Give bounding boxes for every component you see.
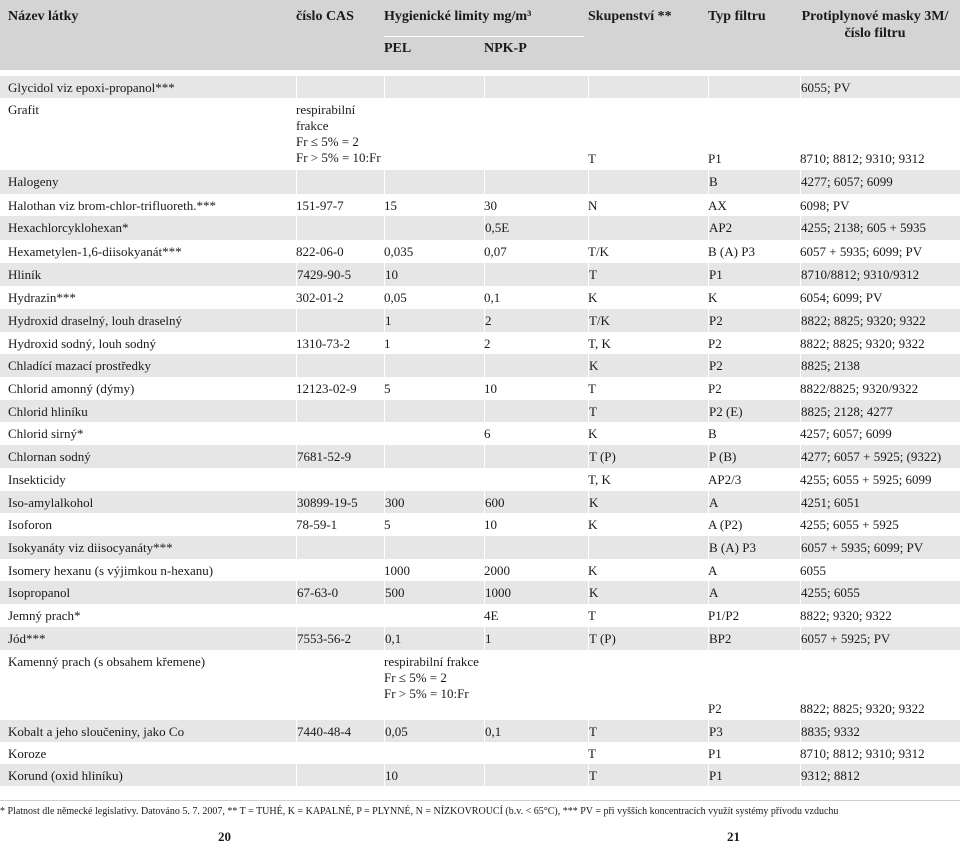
table-row — [0, 445, 960, 468]
cell-name: Hydroxid sodný, louh sodný — [8, 336, 157, 351]
cell-pel: 10 — [384, 263, 480, 286]
cell-masks: 8710; 8812; 9310; 9312 — [800, 746, 925, 761]
cell-name: Jód*** — [8, 631, 46, 646]
cell-filter: P1/P2 — [708, 608, 740, 623]
cell-cas: 151-97-7 — [296, 198, 344, 213]
cell-state — [588, 536, 704, 559]
table-row — [0, 491, 960, 513]
header-subline — [384, 36, 584, 37]
cell-filter: AX — [708, 198, 727, 213]
cell-npk: 1000 — [484, 581, 584, 604]
table-row — [0, 309, 960, 332]
cell-name: Insekticidy — [8, 472, 66, 487]
cell-state: T/K — [588, 309, 704, 332]
cell-masks: 6054; 6099; PV — [800, 290, 883, 305]
cell-npk: 0,1 — [484, 720, 584, 742]
cell-filter: B (A) P3 — [708, 244, 755, 259]
cell-filter: A (P2) — [708, 517, 743, 532]
cell-cas — [296, 216, 382, 240]
cell-filter: P2 (E) — [708, 400, 794, 422]
cell-state — [588, 170, 704, 194]
cell-pel — [384, 604, 480, 627]
table-row — [0, 720, 960, 742]
cell-state — [588, 76, 704, 98]
cell-pel — [384, 170, 480, 194]
cell-pel — [384, 98, 480, 170]
header-filter: Typ filtru — [708, 9, 766, 24]
header-limits: Hygienické limity mg/m³ — [384, 9, 532, 24]
cell-state: K — [588, 581, 704, 604]
cell-pel — [384, 742, 480, 764]
header-pel: PEL — [384, 41, 412, 56]
cell-npk: 0,1 — [484, 290, 501, 305]
cell-cas — [296, 559, 382, 581]
table-row — [0, 170, 960, 194]
table-row — [0, 98, 960, 170]
cell-name: Korund (oxid hliníku) — [8, 768, 123, 783]
cell-state: T (P) — [588, 627, 704, 650]
cell-npk: 2000 — [484, 563, 510, 578]
cell-cas: 7440-48-4 — [296, 720, 382, 742]
cell-masks: 8822; 8825; 9320; 9322 — [800, 309, 958, 332]
cell-state: K — [588, 426, 598, 441]
cell-pel: 0,05 — [384, 720, 480, 742]
cell-pel: 0,035 — [384, 244, 414, 259]
table-row — [0, 400, 960, 422]
table-row — [0, 194, 960, 216]
cell-state: K — [588, 491, 704, 513]
cell-filter: BP2 — [708, 627, 794, 650]
cell-cas: 30899-19-5 — [296, 491, 382, 513]
cell-cas — [296, 650, 382, 720]
cell-npk — [484, 400, 584, 422]
cell-npk — [484, 445, 584, 468]
cell-cas — [296, 742, 382, 764]
cell-cas: 1310-73-2 — [296, 336, 351, 351]
cell-pel: 300 — [384, 491, 480, 513]
cell-masks: 4251; 6051 — [800, 491, 958, 513]
cell-masks: 8822; 9320; 9322 — [800, 608, 892, 623]
cell-masks: 8710; 8812; 9310; 9312 — [800, 151, 925, 166]
cell-pel: 0,1 — [384, 627, 480, 650]
cell-pel: 500 — [384, 581, 480, 604]
cell-state: T/K — [588, 244, 609, 259]
cell-masks: 8822/8825; 9320/9322 — [800, 381, 919, 396]
cell-name: Isoforon — [8, 517, 53, 532]
cell-filter: P2 — [708, 354, 794, 377]
cell-filter: P1 — [708, 746, 722, 761]
cell-npk: 10 — [484, 517, 497, 532]
cell-name: Chlorid amonný (dýmy) — [8, 381, 135, 396]
cell-cas — [296, 309, 382, 332]
cell-state — [588, 216, 704, 240]
cell-cas: 302-01-2 — [296, 290, 344, 305]
cell-pel — [384, 354, 480, 377]
cell-name: Iso-amylalkohol — [8, 495, 94, 510]
cell-cas — [296, 400, 382, 422]
page-number-left: 20 — [218, 829, 231, 844]
cell-cas: 822-06-0 — [296, 244, 344, 259]
cell-name: Chlornan sodný — [8, 449, 91, 464]
cell-name: Halogeny — [8, 174, 59, 189]
cell-pel — [384, 422, 480, 445]
cell-cas — [296, 422, 382, 445]
cell-cas — [296, 536, 382, 559]
cell-pel: 15 — [384, 198, 397, 213]
cell-npk: 6 — [484, 426, 491, 441]
cell-name: Halothan viz brom-chlor-trifluoreth.*** — [8, 198, 217, 213]
cell-name: Hexametylen-1,6-diisokyanát*** — [8, 244, 182, 259]
cell-name: Chlorid hliníku — [8, 404, 88, 419]
cell-cas — [296, 170, 382, 194]
cell-npk — [484, 536, 584, 559]
cell-name: Glycidol viz epoxi-propanol*** — [8, 80, 175, 95]
cell-masks: 6057 + 5925; PV — [800, 627, 958, 650]
cell-pel — [384, 400, 480, 422]
cell-pel: 1 — [384, 309, 480, 332]
cell-filter: AP2/3 — [708, 472, 742, 487]
cell-cas — [296, 76, 382, 98]
cell-npk — [484, 742, 584, 764]
table-row — [0, 332, 960, 354]
cell-state: K — [588, 563, 598, 578]
cell-npk: 1 — [484, 627, 584, 650]
cell-cas: respirabilní frakce Fr ≤ 5% = 2 Fr > 5% = 10:Fr — [296, 102, 381, 165]
cell-state: T — [588, 746, 596, 761]
cell-filter: K — [708, 290, 718, 305]
table-row — [0, 604, 960, 627]
cell-cas — [296, 354, 382, 377]
table-row — [0, 377, 960, 400]
cell-cas — [296, 604, 382, 627]
cell-cas: 12123-02-9 — [296, 381, 357, 396]
cell-filter: P2 — [708, 309, 794, 332]
cell-npk — [484, 354, 584, 377]
cell-name: Chlorid sirný* — [8, 426, 84, 441]
cell-pel — [384, 468, 480, 491]
cell-pel — [384, 536, 480, 559]
cell-masks: 8710/8812; 9310/9312 — [800, 263, 958, 286]
header-npk: NPK-P — [484, 41, 527, 56]
cell-npk — [484, 468, 584, 491]
cell-name: Isopropanol — [8, 585, 71, 600]
cell-npk: 10 — [484, 381, 497, 396]
cell-masks: 4255; 6055 — [800, 581, 958, 604]
cell-name: Kobalt a jeho sloučeniny, jako Co — [8, 724, 185, 739]
table-row — [0, 468, 960, 491]
cell-cas — [296, 468, 382, 491]
table-row — [0, 650, 960, 720]
cell-npk: 30 — [484, 198, 497, 213]
cell-name: Isokyanáty viz diisocyanáty*** — [8, 540, 173, 555]
table-row — [0, 263, 960, 286]
cell-masks: 8822; 8825; 9320; 9322 — [800, 336, 925, 351]
cell-masks: 6098; PV — [800, 198, 850, 213]
cell-filter: P (B) — [708, 445, 794, 468]
header-masks: Protiplynové masky 3M/ číslo filtru — [801, 9, 949, 41]
cell-state: T — [588, 381, 596, 396]
cell-filter: P3 — [708, 720, 794, 742]
cell-pel: respirabilní frakce Fr ≤ 5% = 2 Fr > 5% = 10:Fr — [384, 654, 479, 701]
cell-npk — [484, 764, 584, 786]
cell-npk: 2 — [484, 336, 491, 351]
table-row — [0, 286, 960, 309]
cell-name: Hliník — [8, 267, 42, 282]
cell-masks: 8822; 8825; 9320; 9322 — [800, 701, 925, 716]
cell-filter: A — [708, 491, 794, 513]
cell-name: Hydroxid draselný, louh draselný — [8, 313, 183, 328]
cell-filter: P2 — [708, 701, 722, 716]
table-row — [0, 627, 960, 650]
cell-masks: 8825; 2138 — [800, 354, 958, 377]
header-state: Skupenství ** — [588, 9, 672, 24]
cell-cas: 7681-52-9 — [296, 445, 382, 468]
cell-name: Grafit — [8, 102, 40, 117]
cell-state: T (P) — [588, 445, 704, 468]
cell-cas: 67-63-0 — [296, 581, 382, 604]
table-row — [0, 354, 960, 377]
cell-state: T — [588, 720, 704, 742]
cell-masks: 6057 + 5935; 6099; PV — [800, 244, 923, 259]
table-row — [0, 536, 960, 559]
cell-pel: 5 — [384, 381, 391, 396]
cell-filter: B — [708, 170, 794, 194]
table-row — [0, 216, 960, 240]
cell-state: T — [588, 608, 596, 623]
cell-state: K — [588, 354, 704, 377]
cell-masks: 8825; 2128; 4277 — [800, 400, 958, 422]
cell-filter: P2 — [708, 336, 722, 351]
cell-pel — [384, 216, 480, 240]
cell-pel: 1000 — [384, 563, 410, 578]
table-row — [0, 513, 960, 536]
cell-name: Isomery hexanu (s výjimkou n-hexanu) — [8, 563, 214, 578]
cell-filter — [708, 76, 794, 98]
table-row — [0, 76, 960, 98]
cell-name: Hydrazin*** — [8, 290, 76, 305]
cell-filter: B (A) P3 — [708, 536, 794, 559]
cell-filter: AP2 — [708, 216, 794, 240]
cell-state: T, K — [588, 472, 611, 487]
table-header — [0, 0, 960, 70]
cell-pel: 1 — [384, 336, 391, 351]
cell-cas: 7429-90-5 — [296, 263, 382, 286]
footnote: * Platnost dle německé legislativy. Datováno 5. 7. 2007, ** T = TUHÉ, K = KAPALNÉ, P = PLYNNÉ, N = NÍZKOVROUCÍ (b.v. < 65°C), *** PV = při vyšších koncentracích využít systémy přívodu vzduchu — [0, 806, 839, 817]
cell-state: T — [588, 764, 704, 786]
table-row — [0, 422, 960, 445]
table-row — [0, 559, 960, 581]
cell-name: Kamenný prach (s obsahem křemene) — [8, 654, 206, 669]
cell-state: K — [588, 517, 598, 532]
cell-name: Hexachlorcyklohexan* — [8, 220, 129, 235]
cell-npk: 0,07 — [484, 244, 507, 259]
header-cas: číslo CAS — [296, 9, 354, 24]
cell-pel — [384, 76, 480, 98]
cell-masks: 4277; 6057; 6099 — [800, 170, 958, 194]
cell-pel — [384, 445, 480, 468]
cell-cas — [296, 764, 382, 786]
cell-cas: 7553-56-2 — [296, 627, 382, 650]
table-row — [0, 581, 960, 604]
cell-masks: 4255; 6055 + 5925; 6099 — [800, 472, 932, 487]
cell-filter: P1 — [708, 151, 722, 166]
cell-pel: 5 — [384, 517, 391, 532]
cell-name: Koroze — [8, 746, 47, 761]
cell-state: T — [588, 400, 704, 422]
cell-cas: 78-59-1 — [296, 517, 338, 532]
cell-masks: 6055 — [800, 563, 826, 578]
cell-pel: 10 — [384, 764, 480, 786]
cell-state: N — [588, 198, 598, 213]
cell-state — [588, 650, 704, 720]
cell-masks: 9312; 8812 — [800, 764, 958, 786]
cell-filter: A — [708, 563, 718, 578]
table-row — [0, 742, 960, 764]
cell-filter: A — [708, 581, 794, 604]
page-number-right: 21 — [727, 829, 740, 844]
cell-npk — [484, 98, 584, 170]
cell-npk: 2 — [484, 309, 584, 332]
cell-masks: 8835; 9332 — [800, 720, 958, 742]
cell-npk: 0,5E — [484, 216, 584, 240]
cell-npk — [484, 650, 584, 720]
cell-masks: 6057 + 5935; 6099; PV — [800, 536, 958, 559]
table-row — [0, 764, 960, 786]
cell-masks: 6055; PV — [800, 76, 958, 98]
cell-state: T — [588, 263, 704, 286]
footnote-rule — [0, 800, 960, 801]
cell-masks: 4257; 6057; 6099 — [800, 426, 892, 441]
header-name: Název látky — [8, 9, 79, 24]
cell-name: Jemný prach* — [8, 608, 81, 623]
cell-pel: 0,05 — [384, 290, 407, 305]
cell-npk: 4E — [484, 608, 499, 623]
cell-npk — [484, 170, 584, 194]
cell-npk: 600 — [484, 491, 584, 513]
cell-masks: 4277; 6057 + 5925; (9322) — [800, 445, 958, 468]
cell-filter: P1 — [708, 764, 794, 786]
cell-state: T, K — [588, 336, 611, 351]
cell-masks: 4255; 6055 + 5925 — [800, 517, 899, 532]
cell-filter: P2 — [708, 381, 722, 396]
cell-masks: 4255; 2138; 605 + 5935 — [800, 216, 958, 240]
cell-filter: B — [708, 426, 717, 441]
cell-npk — [484, 263, 584, 286]
cell-npk — [484, 76, 584, 98]
cell-state: T — [588, 151, 596, 166]
table-row — [0, 240, 960, 263]
cell-filter: P1 — [708, 263, 794, 286]
cell-name: Chladící mazací prostředky — [8, 358, 151, 373]
cell-state: K — [588, 290, 598, 305]
